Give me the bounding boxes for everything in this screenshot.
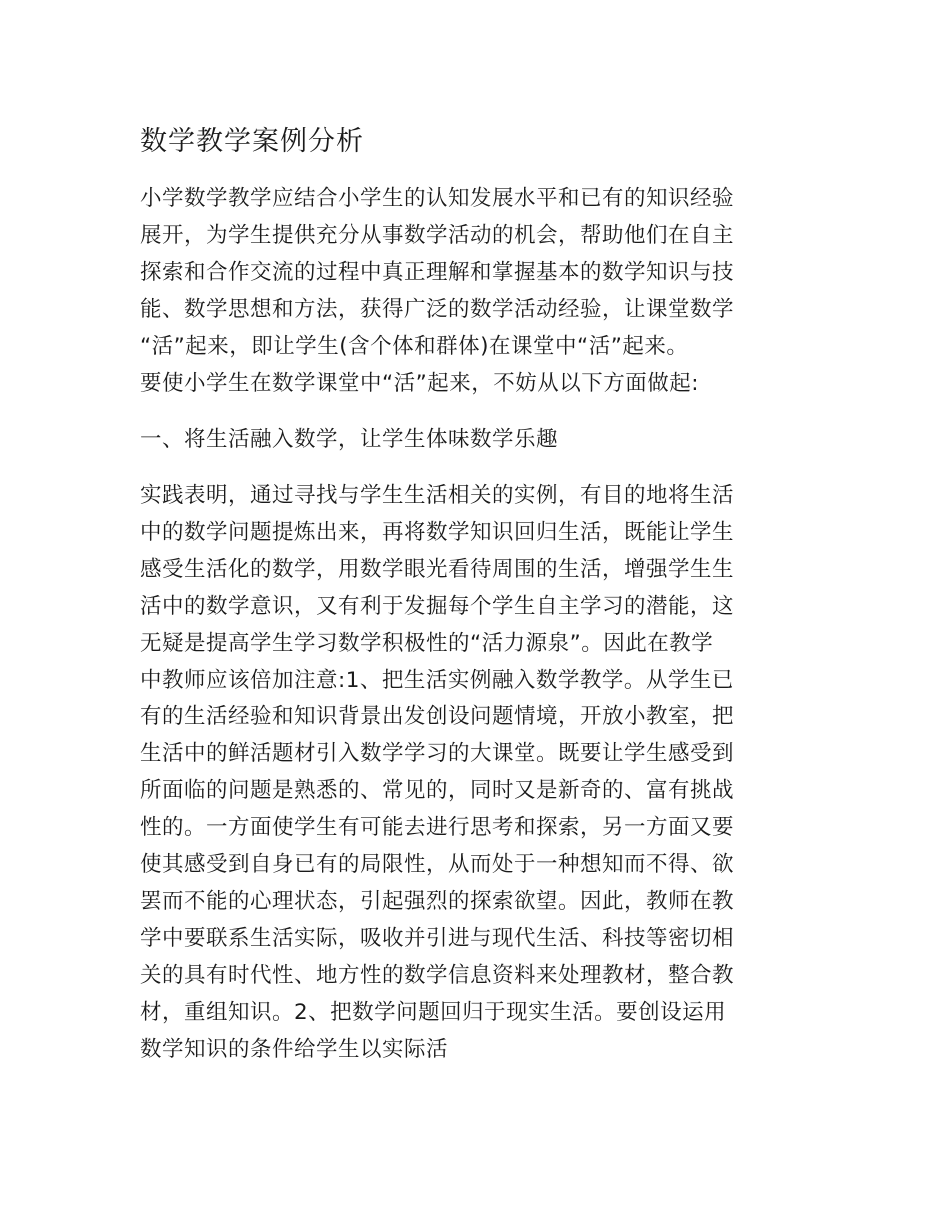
body-line: 活中的数学意识，又有利于发掘每个学生自主学习的潜能，这 <box>140 593 735 619</box>
intro-paragraph <box>140 181 734 402</box>
body-line: 学中要联系生活实际，吸收并引进与现代生活、科技等密切相 <box>140 925 735 951</box>
body-line: 材，重组知识。2、把数学问题回归于现实生活。要创设运用 <box>140 999 727 1025</box>
body-line: 罢而不能的心理状态，引起强烈的探索欲望。因此，教师在教 <box>140 888 735 914</box>
body-line: 实践表明，通过寻找与学生生活相关的实例，有目的地将生活 <box>140 483 735 508</box>
body-line: 关的具有时代性、地方性的数学信息资料来处理教材，整合教 <box>140 962 735 988</box>
intro-line: 展开，为学生提供充分从事数学活动的机会，帮助他们在自主 <box>140 222 735 248</box>
document-title: 数学教学案例分析 <box>140 126 364 157</box>
section-heading <box>140 422 558 459</box>
body-line: 感受生活化的数学，用数学眼光看待周围的生活，增强学生生 <box>140 556 735 582</box>
body-line: 所面临的问题是熟悉的、常见的，同时又是新奇的、富有挑战 <box>140 778 735 804</box>
intro-line: 要使小学生在数学课堂中“活”起来，不妨从以下方面做起: <box>140 370 700 396</box>
body-line: 生活中的鲜活题材引入数学学习的大课堂。既要让学生感受到 <box>140 741 735 767</box>
intro-line: “活”起来，即让学生(含个体和群体)在课堂中“活”起来。 <box>140 333 689 359</box>
body-line: 无疑是提高学生学习数学积极性的“活力源泉”。因此在教学 <box>140 630 714 656</box>
body-line: 有的生活经验和知识背景出发创设问题情境，开放小教室，把 <box>140 704 735 730</box>
body-paragraph <box>140 478 734 1069</box>
body-line: 数学知识的条件给学生以实际活 <box>140 1036 449 1062</box>
body-line: 使其感受到自身已有的局限性，从而处于一种想知而不得、欲 <box>140 852 735 878</box>
body-line: 性的。一方面使学生有可能去进行思考和探索，另一方面又要 <box>140 815 735 841</box>
intro-line: 探索和合作交流的过程中真正理解和掌握基本的数学知识与技 <box>140 259 735 285</box>
intro-line: 能、数学思想和方法，获得广泛的数学活动经验，让课堂数学 <box>140 296 735 322</box>
section-heading-text: 一、将生活融入数学，让学生体味数学乐趣 <box>140 427 559 452</box>
intro-line: 小学数学教学应结合小学生的认知发展水平和已有的知识经验 <box>140 186 735 211</box>
body-line: 中的数学问题提炼出来，再将数学知识回归生活，既能让学生 <box>140 519 735 545</box>
body-line: 中教师应该倍加注意:1、把生活实例融入数学教学。从学生已 <box>140 667 734 693</box>
